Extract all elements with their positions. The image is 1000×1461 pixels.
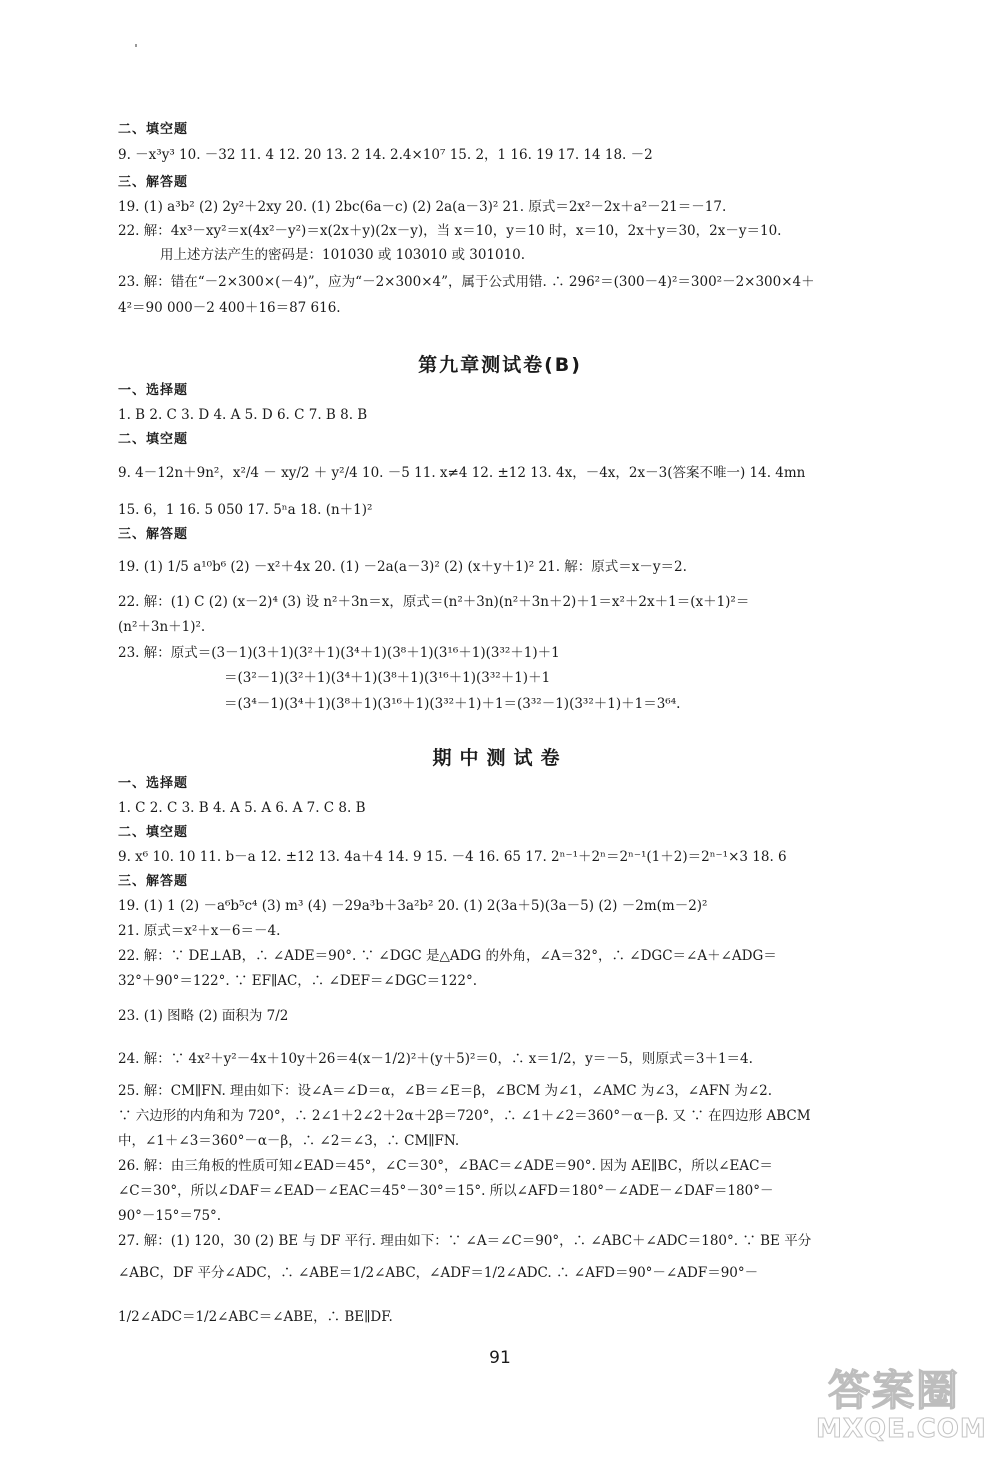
- watermark-logo: [808, 1348, 988, 1448]
- answer-23-line2: 4²＝90 000－2 400＋16＝87 616.: [118, 300, 341, 316]
- scan-speck: [135, 44, 137, 47]
- answer-27-line2: ∠ABC，DF 平分∠ADC，∴ ∠ABE＝1/2∠ABC，∠ADF＝1/2∠ADC. ∴ ∠AFD＝90°－∠ADF＝90°－: [118, 1265, 759, 1281]
- answer-27-line3: 1/2∠ADC＝1/2∠ABC＝∠ABE，∴ BE∥DF.: [118, 1309, 393, 1325]
- answer-24: 24. 解：∵ 4x²＋y²－4x＋10y＋26＝4(x－1/2)²＋(y＋5)²＝0，∴ x＝1/2，y＝－5，则原式＝3＋1＝4.: [118, 1051, 753, 1067]
- midterm-test-title: 期中测试卷: [432, 747, 568, 769]
- chapter-9-test-b-title: 第九章测试卷(B): [418, 354, 582, 376]
- answer-22-line2: (n²＋3n＋1)².: [118, 619, 206, 635]
- section-header-answer: 三、解答题: [118, 874, 189, 889]
- choice-answers: 1. B 2. C 3. D 4. A 5. D 6. C 7. B 8. B: [118, 407, 368, 423]
- section-header-choice: 一、选择题: [118, 383, 189, 398]
- answer-22-line1: 22. 解：(1) C (2) (x－2)⁴ (3) 设 n²＋3n＝x，原式＝(n²＋3n)(n²＋3n＋2)＋1＝x²＋2x＋1＝(x＋1)²＝: [118, 594, 750, 610]
- fill-answers-line1: 9. 4－12n＋9n²，x²/4 － xy/2 ＋ y²/4 10. －5 11. x≠4 12. ±12 13. 4x，－4x，2x－3(答案不唯一) 14. 4mn: [118, 465, 806, 481]
- answer-25-line2: ∵ 六边形的内角和为 720°，∴ 2∠1＋2∠2＋2α＋2β＝720°，∴ ∠1＋∠2＝360°－α－β. 又 ∵ 在四边形 ABCM: [118, 1108, 811, 1124]
- answer-23-line2: ＝(3²－1)(3²＋1)(3⁴＋1)(3⁸＋1)(3¹⁶＋1)(3³²＋1)＋1: [224, 670, 551, 686]
- answer-25-line1: 25. 解：CM∥FN. 理由如下：设∠A＝∠D＝α，∠B＝∠E＝β，∠BCM 为∠1，∠AMC 为∠3，∠AFN 为∠2.: [118, 1083, 773, 1099]
- answer-19-21: 19. (1) a³b² (2) 2y²＋2xy 20. (1) 2bc(6a－c) (2) 2a(a－3)² 21. 原式＝2x²－2x＋a²－21＝－17.: [118, 199, 727, 215]
- answer-26-line3: 90°－15°＝75°.: [118, 1208, 222, 1224]
- answer-25-line3: 中，∠1＋∠3＝360°－α－β，∴ ∠2＝∠3，∴ CM∥FN.: [118, 1133, 460, 1149]
- page-number: 91: [489, 1348, 511, 1368]
- section-header-fill: 二、填空题: [118, 825, 189, 840]
- section-header-answer: 三、解答题: [118, 175, 189, 190]
- choice-answers: 1. C 2. C 3. B 4. A 5. A 6. A 7. C 8. B: [118, 800, 366, 816]
- answer-27-line1: 27. 解：(1) 120，30 (2) BE 与 DF 平行. 理由如下：∵ ∠A＝∠C＝90°，∴ ∠ABC＋∠ADC＝180°. ∵ BE 平分: [118, 1233, 812, 1249]
- section-header-fill: 二、填空题: [118, 432, 189, 447]
- answer-23-line1: 23. 解：原式＝(3－1)(3＋1)(3²＋1)(3⁴＋1)(3⁸＋1)(3¹⁶＋1)(3³²＋1)＋1: [118, 645, 560, 661]
- answer-22-line2: 32°＋90°＝122°. ∵ EF∥AC，∴ ∠DEF＝∠DGC＝122°.: [118, 973, 477, 989]
- section-header-fill: 二、填空题: [118, 122, 189, 137]
- section-header-choice: 一、选择题: [118, 776, 189, 791]
- fill-answers: 9. x⁶ 10. 10 11. b－a 12. ±12 13. 4a＋4 14. 9 15. －4 16. 65 17. 2ⁿ⁻¹＋2ⁿ＝2ⁿ⁻¹(1＋2)＝2ⁿ⁻¹×3 18. 6: [118, 849, 787, 865]
- watermark-logo-text: 答案圈: [828, 1366, 961, 1415]
- answer-23: 23. (1) 图略 (2) 面积为 7/2: [118, 1008, 289, 1024]
- fill-answers: 9. －x³y³ 10. －32 11. 4 12. 20 13. 2 14. 2.4×10⁷ 15. 2，1 16. 19 17. 14 18. －2: [118, 147, 653, 163]
- answer-19-21: 19. (1) 1/5 a¹⁰b⁶ (2) －x²＋4x 20. (1) －2a(a－3)² (2) (x＋y＋1)² 21. 解：原式＝x－y＝2.: [118, 559, 687, 575]
- answer-21: 21. 原式＝x²＋x－6＝－4.: [118, 923, 281, 939]
- watermark-domain: MXQE.COM: [816, 1414, 987, 1444]
- answer-23-line1: 23. 解：错在“－2×300×(－4)”，应为“－2×300×4”，属于公式用错. ∴ 296²＝(300－4)²＝300²－2×300×4＋: [118, 274, 815, 290]
- answer-22-line2: 用上述方法产生的密码是：101030 或 103010 或 301010.: [160, 247, 526, 263]
- answer-19-20: 19. (1) 1 (2) －a⁶b⁵c⁴ (3) m³ (4) －29a³b＋3a²b² 20. (1) 2(3a＋5)(3a－5) (2) －2m(m－2)²: [118, 898, 708, 914]
- answer-26-line2: ∠C＝30°，所以∠DAF＝∠EAD－∠EAC＝45°－30°＝15°. 所以∠AFD＝180°－∠ADE－∠DAF＝180°－: [118, 1183, 774, 1199]
- answer-26-line1: 26. 解：由三角板的性质可知∠EAD＝45°，∠C＝30°，∠BAC＝∠ADE＝90°. 因为 AE∥BC，所以∠EAC＝: [118, 1158, 773, 1174]
- answer-23-line3: ＝(3⁴－1)(3⁴＋1)(3⁸＋1)(3¹⁶＋1)(3³²＋1)＋1＝(3³²－1)(3³²＋1)＋1＝3⁶⁴.: [224, 696, 681, 712]
- fill-answers-line2: 15. 6，1 16. 5 050 17. 5ⁿa 18. (n＋1)²: [118, 502, 373, 518]
- section-header-answer: 三、解答题: [118, 527, 189, 542]
- answer-22-line1: 22. 解：∵ DE⊥AB，∴ ∠ADE＝90°. ∵ ∠DGC 是△ADG 的外角，∠A＝32°，∴ ∠DGC＝∠A＋∠ADG＝: [118, 948, 777, 964]
- answer-22-line1: 22. 解：4x³－xy²＝x(4x²－y²)＝x(2x＋y)(2x－y)，当 x＝10，y＝10 时，x＝10，2x＋y＝30，2x－y＝10.: [118, 223, 782, 239]
